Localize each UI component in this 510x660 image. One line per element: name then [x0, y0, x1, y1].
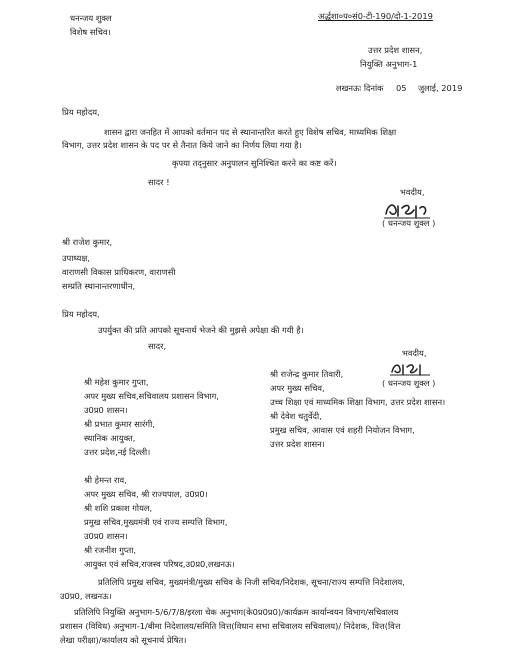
recipient-left-9: श्री शशि प्रकाश गोयल,: [84, 503, 153, 513]
letter-number: अर्द्धशा०प०सं0-टी-190/दो-1-2019: [318, 11, 433, 21]
addressee-status: सम्प्रति स्थानान्तरणाधीन,: [62, 281, 136, 291]
recipient-left-6: उत्तर प्रदेश,नई दिल्ली।: [84, 447, 151, 457]
date-month-year: जुलाई, 2019: [418, 83, 463, 93]
footer-copy-1-line-1: प्रतिलिपि प्रमुख सचिव, मुख्यमंत्री/मुख्य सचिव के निजी सचिव/निदेशक, सूचना/राज्य सम्पत्ति निदेशालय,: [98, 577, 405, 587]
body-line-1: शासन द्वारा जनहित में आपको वर्तमान पद से स्थानान्तरित करते हुए विशेष सचिव, माध्यमिक शिक्षा: [104, 127, 397, 137]
valediction-1: भवदीय,: [400, 187, 425, 197]
salutation-2: प्रिय महोदय,: [62, 309, 100, 319]
addressee-name: श्री राजेश कुमार,: [62, 237, 113, 247]
addressee-designation: उपाध्यक्ष,: [62, 253, 90, 263]
office-line-2: नियुक्ति अनुभाग-1: [360, 59, 418, 69]
recipient-left-5: स्थानिक आयुक्त,: [84, 433, 136, 443]
office-line-1: उत्तर प्रदेश शासन,: [368, 45, 423, 55]
footer-copy-2-line-1: प्रतिलिपि नियुक्ति अनुभाग-5/6/7/8/इरला चेक अनुभाग(के0प्र0प्र0)/कार्यक्रम कार्यान्वयन विभाग/सचिवालय: [74, 607, 399, 617]
sender-designation: विशेष सचिव।: [70, 27, 111, 37]
recipient-right-1: श्री राजेन्द्र कुमार तिवारी,: [270, 369, 344, 379]
recipient-left-11: उ0प्र0 शासन।: [84, 531, 128, 541]
copy-body-line-1: उपर्युक्त की प्रति आपको सूचनार्थ भेजने की मुझसे अपेक्षा की गयी है।: [98, 325, 304, 335]
recipient-left-7: श्री हेमन्त राव,: [84, 475, 127, 485]
recipient-left-8: अपर मुख्य सचिव, श्री राज्यपाल, उ0प्र0।: [84, 489, 208, 499]
recipient-left-10: प्रमुख सचिव,मुख्यमंत्री एवं राज्य सम्पत्ति विभाग,: [84, 517, 228, 527]
salutation: प्रिय महोदय,: [62, 107, 100, 117]
body-line-3: कृपया तद्नुसार अनुपालन सुनिश्चित करने का कष्ट करें।: [172, 158, 337, 168]
date-day: 05: [396, 83, 407, 93]
signature-name-1: ( धनन्जय शुक्ल ): [382, 218, 436, 228]
sender-name: धनन्जय शुक्ल: [70, 13, 112, 23]
valediction-2: भवदीय,: [402, 348, 427, 358]
recipient-right-5: प्रमुख सचिव, आवास एवं शहरी नियोजन विभाग,: [270, 425, 415, 435]
recipient-right-3: उच्च शिक्षा एवं माध्यमिक शिक्षा विभाग, उत्तर प्रदेश शासन।: [270, 397, 446, 407]
handwritten-signature-2: [386, 359, 436, 379]
recipient-left-12: श्री रजनीश गुप्ता,: [84, 545, 136, 555]
recipient-left-3: उ0प्र0 शासन।: [84, 405, 128, 415]
footer-copy-2-line-3: लेखा परीक्षा)/कार्यालय को सूचनार्थ प्रेषित।: [60, 635, 187, 645]
copy-body-closing: सादर,: [148, 341, 167, 351]
signature-name-2: ( धनन्जय शुक्ल ): [382, 378, 436, 388]
recipient-right-6: उत्तर प्रदेश शासन।: [270, 439, 325, 449]
body-closing: सादर !: [148, 177, 170, 187]
recipient-left-2: अपर मुख्य सचिव,सचिवालय प्रशासन विभाग,: [84, 391, 219, 401]
addressee-organization: वाराणसी विकास प्राधिकरण, वाराणसी: [62, 267, 176, 277]
recipient-left-13: आयुक्त एवं सचिव,राजस्व परिषद,उ0प्र0,लखनऊ।: [84, 559, 235, 569]
footer-copy-1-line-2: उ0प्र0, लखनऊ।: [60, 591, 112, 601]
recipient-left-1: श्री महेश कुमार गुप्ता,: [84, 377, 149, 387]
recipient-left-4: श्री प्रभात कुमार सारंगी,: [84, 419, 155, 429]
recipient-right-2: अपर मुख्य सचिव,: [270, 383, 325, 393]
recipient-right-4: श्री देवेश चतुर्वेदी,: [270, 411, 322, 421]
body-line-2: विभाग, उत्तर प्रदेश शासन के पद पर से तैनात किये जाने का निर्णय लिया गया है।: [62, 140, 302, 150]
footer-copy-2-line-2: प्रशासन (विविध) अनुभाग-1/बीमा निदेशालय/समिति वित्त(विधान सभा सचिवालय सचिवालय)/ निदेशक, वित्त(वित्त: [60, 621, 401, 631]
place-label: लखनऊः दिनांक: [336, 83, 384, 93]
